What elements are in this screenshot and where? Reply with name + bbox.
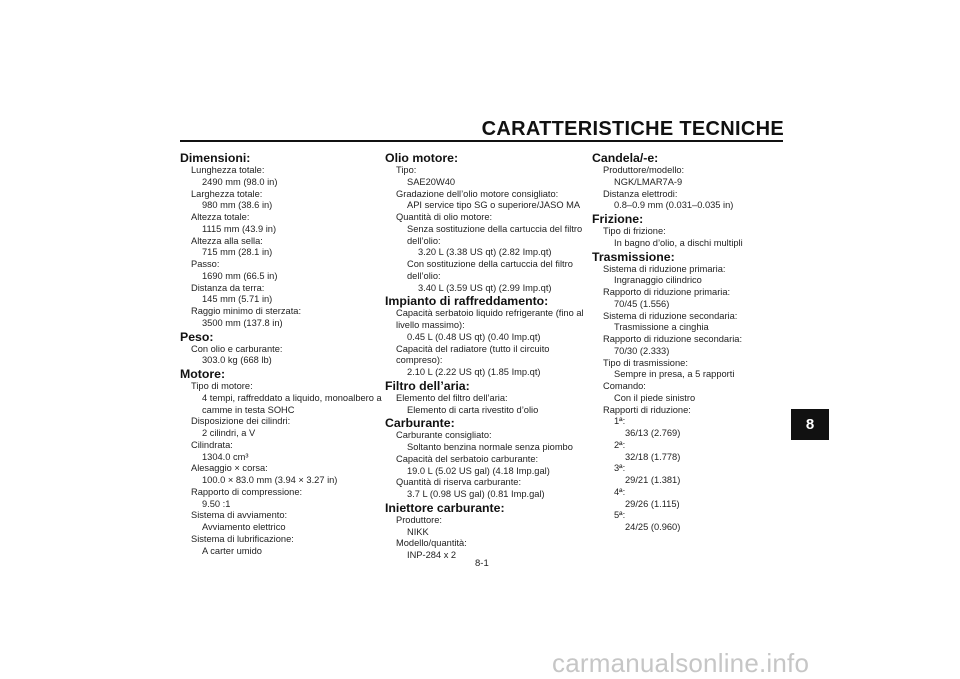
- spec-value: Con sostituzione della cartuccia del filtro: [407, 259, 573, 269]
- spec-value: In bagno d’olio, a dischi multipli: [614, 237, 743, 248]
- spec-value: 980 mm (38.6 in): [202, 200, 273, 211]
- spec-value: 0.8–0.9 mm (0.031–0.035 in): [614, 200, 734, 211]
- section-heading: Motore:: [180, 367, 226, 381]
- section-heading: Iniettore carburante:: [385, 500, 505, 515]
- section-heading: Olio motore:: [385, 151, 459, 165]
- spec-value: 4 tempi, raffreddato a liquido, monoalbero a: [202, 392, 382, 403]
- spec-label: Produttore/modello:: [603, 165, 685, 175]
- spec-label: Tipo:: [396, 165, 417, 175]
- spec-label: Sistema di riduzione primaria:: [603, 263, 726, 274]
- spec-value: Sempre in presa, a 5 rapporti: [614, 369, 735, 380]
- spec-label: Carburante consigliato:: [396, 430, 492, 441]
- spec-value: SAE20W40: [407, 176, 456, 187]
- spec-label: Quantità di olio motore:: [396, 212, 493, 222]
- spec-label: Con olio e carburante:: [191, 343, 283, 354]
- section-heading: Candela/-e:: [592, 151, 659, 165]
- spec-value: Elemento di carta rivestito d’olio: [407, 404, 539, 415]
- spec-value: Avviamento elettrico: [202, 522, 286, 532]
- page-number: 8-1: [475, 558, 489, 569]
- spec-value: A carter umido: [202, 545, 262, 556]
- spec-label: Raggio minimo di sterzata:: [191, 306, 302, 316]
- spec-value: 1690 mm (66.5 in): [202, 270, 278, 281]
- title-rule: [180, 140, 783, 142]
- spec-label: Distanza elettrodi:: [603, 188, 678, 199]
- spec-label: Larghezza totale:: [191, 188, 263, 199]
- spec-value: dell’olio:: [407, 235, 441, 246]
- section-heading: Peso:: [180, 329, 214, 344]
- spec-value: 2490 mm (98.0 in): [202, 176, 278, 187]
- page-title: CARATTERISTICHE TECNICHE: [481, 118, 784, 140]
- spec-value: Soltanto benzina normale senza piombo: [407, 442, 573, 452]
- spec-label: Alesaggio × corsa:: [191, 463, 268, 474]
- spec-label: Distanza da terra:: [191, 282, 265, 293]
- spec-label: Capacità serbatoio liquido refrigerante (fino al: [396, 308, 584, 319]
- spec-value: Senza sostituzione della cartuccia del filtro: [407, 223, 583, 234]
- chapter-tab: 8: [791, 409, 829, 440]
- spec-value: 4ª:: [614, 486, 626, 497]
- spec-value: 100.0 × 83.0 mm (3.94 × 3.27 in): [202, 475, 338, 485]
- spec-label: Sistema di riduzione secondaria:: [603, 310, 738, 321]
- spec-value: NGK/LMAR7A-9: [614, 176, 683, 187]
- spec-value: INP-284 x 2: [407, 550, 457, 560]
- spec-label: Rapporti di riduzione:: [603, 404, 691, 415]
- spec-value: dell’olio:: [407, 270, 441, 281]
- spec-value: 70/45 (1.556): [614, 298, 670, 309]
- spec-label: Passo:: [191, 259, 220, 269]
- spec-label: Sistema di avviamento:: [191, 510, 288, 521]
- spec-value: 19.0 L (5.02 US gal) (4.18 Imp.gal): [407, 465, 550, 476]
- spec-value: 9.50 :1: [202, 498, 231, 509]
- spec-value: NIKK: [407, 526, 429, 537]
- spec-value: 1ª:: [614, 416, 626, 427]
- spec-value: 1304.0 cm³: [202, 451, 249, 462]
- spec-value: 1115 mm (43.9 in): [202, 223, 277, 234]
- spec-value: 3500 mm (137.8 in): [202, 317, 283, 328]
- spec-label: Capacità del serbatoio carburante:: [396, 453, 539, 464]
- spec-label: Altezza totale:: [191, 212, 250, 222]
- spec-value: 3.7 L (0.98 US gal) (0.81 Imp.gal): [407, 489, 545, 499]
- spec-value: 70/30 (2.333): [614, 345, 670, 356]
- spec-value: 2.10 L (2.22 US qt) (1.85 Imp.qt): [407, 367, 541, 377]
- spec-label: Quantità di riserva carburante:: [396, 477, 522, 488]
- spec-label: Tipo di motore:: [191, 381, 253, 391]
- spec-value: API service tipo SG o superiore/JASO MA: [407, 200, 581, 211]
- spec-value: 2ª:: [614, 439, 626, 450]
- spec-label: Produttore:: [396, 514, 442, 525]
- spec-label: Capacità del radiatore (tutto il circuito: [396, 343, 550, 354]
- spec-value: 36/13 (2.769): [625, 428, 681, 438]
- spec-label: Lunghezza totale:: [191, 165, 265, 175]
- spec-value: 3.40 L (3.59 US qt) (2.99 Imp.qt): [418, 282, 552, 293]
- spec-label: Rapporto di riduzione secondaria:: [603, 334, 743, 344]
- spec-label: livello massimo):: [396, 320, 465, 330]
- spec-value: camme in testa SOHC: [202, 404, 295, 415]
- spec-value: 29/21 (1.381): [625, 475, 681, 485]
- spec-label: Elemento del filtro dell’aria:: [396, 392, 508, 403]
- section-heading: Filtro dell’aria:: [385, 378, 470, 393]
- spec-value: 5ª:: [614, 510, 626, 521]
- spec-label: Comando:: [603, 381, 646, 391]
- spec-label: Disposizione dei cilindri:: [191, 416, 291, 427]
- spec-value: 303.0 kg (668 lb): [202, 355, 272, 366]
- spec-value: 29/26 (1.115): [625, 498, 680, 509]
- spec-column-1: [180, 151, 382, 557]
- spec-label: Gradazione dell’olio motore consigliato:: [396, 188, 559, 199]
- spec-value: 715 mm (28.1 in): [202, 247, 273, 258]
- spec-value: 145 mm (5.71 in): [202, 294, 273, 305]
- spec-value: 2 cilindri, a V: [202, 428, 256, 438]
- watermark: carmanualsonline.info: [552, 648, 810, 678]
- spec-label: Tipo di frizione:: [603, 226, 666, 236]
- spec-value: 3ª:: [614, 463, 626, 474]
- section-heading: Impianto di raffreddamento:: [385, 294, 549, 309]
- section-heading: Carburante:: [385, 416, 455, 431]
- spec-value: 3.20 L (3.38 US qt) (2.82 Imp.qt): [418, 247, 552, 258]
- spec-value: 0.45 L (0.48 US qt) (0.40 Imp.qt): [407, 331, 541, 342]
- spec-value: 24/25 (0.960): [625, 522, 681, 532]
- section-heading: Frizione:: [592, 212, 644, 226]
- spec-label: compreso):: [396, 355, 443, 366]
- spec-value: 32/18 (1.778): [625, 451, 681, 462]
- spec-label: Tipo di trasmissione:: [603, 357, 688, 368]
- section-heading: Dimensioni:: [180, 151, 251, 165]
- spec-label: Rapporto di compressione:: [191, 486, 303, 497]
- spec-column-2: [385, 151, 584, 562]
- spec-column-3: [592, 151, 787, 534]
- section-heading: Trasmissione:: [592, 249, 675, 264]
- spec-label: Cilindrata:: [191, 439, 233, 450]
- spec-value: Con il piede sinistro: [614, 392, 696, 403]
- spec-label: Modello/quantità:: [396, 538, 467, 549]
- spec-value: Ingranaggio cilindrico: [614, 275, 702, 286]
- spec-value: Trasmissione a cinghia: [614, 322, 709, 333]
- spec-label: Sistema di lubrificazione:: [191, 533, 294, 544]
- spec-label: Altezza alla sella:: [191, 235, 263, 246]
- spec-label: Rapporto di riduzione primaria:: [603, 287, 731, 297]
